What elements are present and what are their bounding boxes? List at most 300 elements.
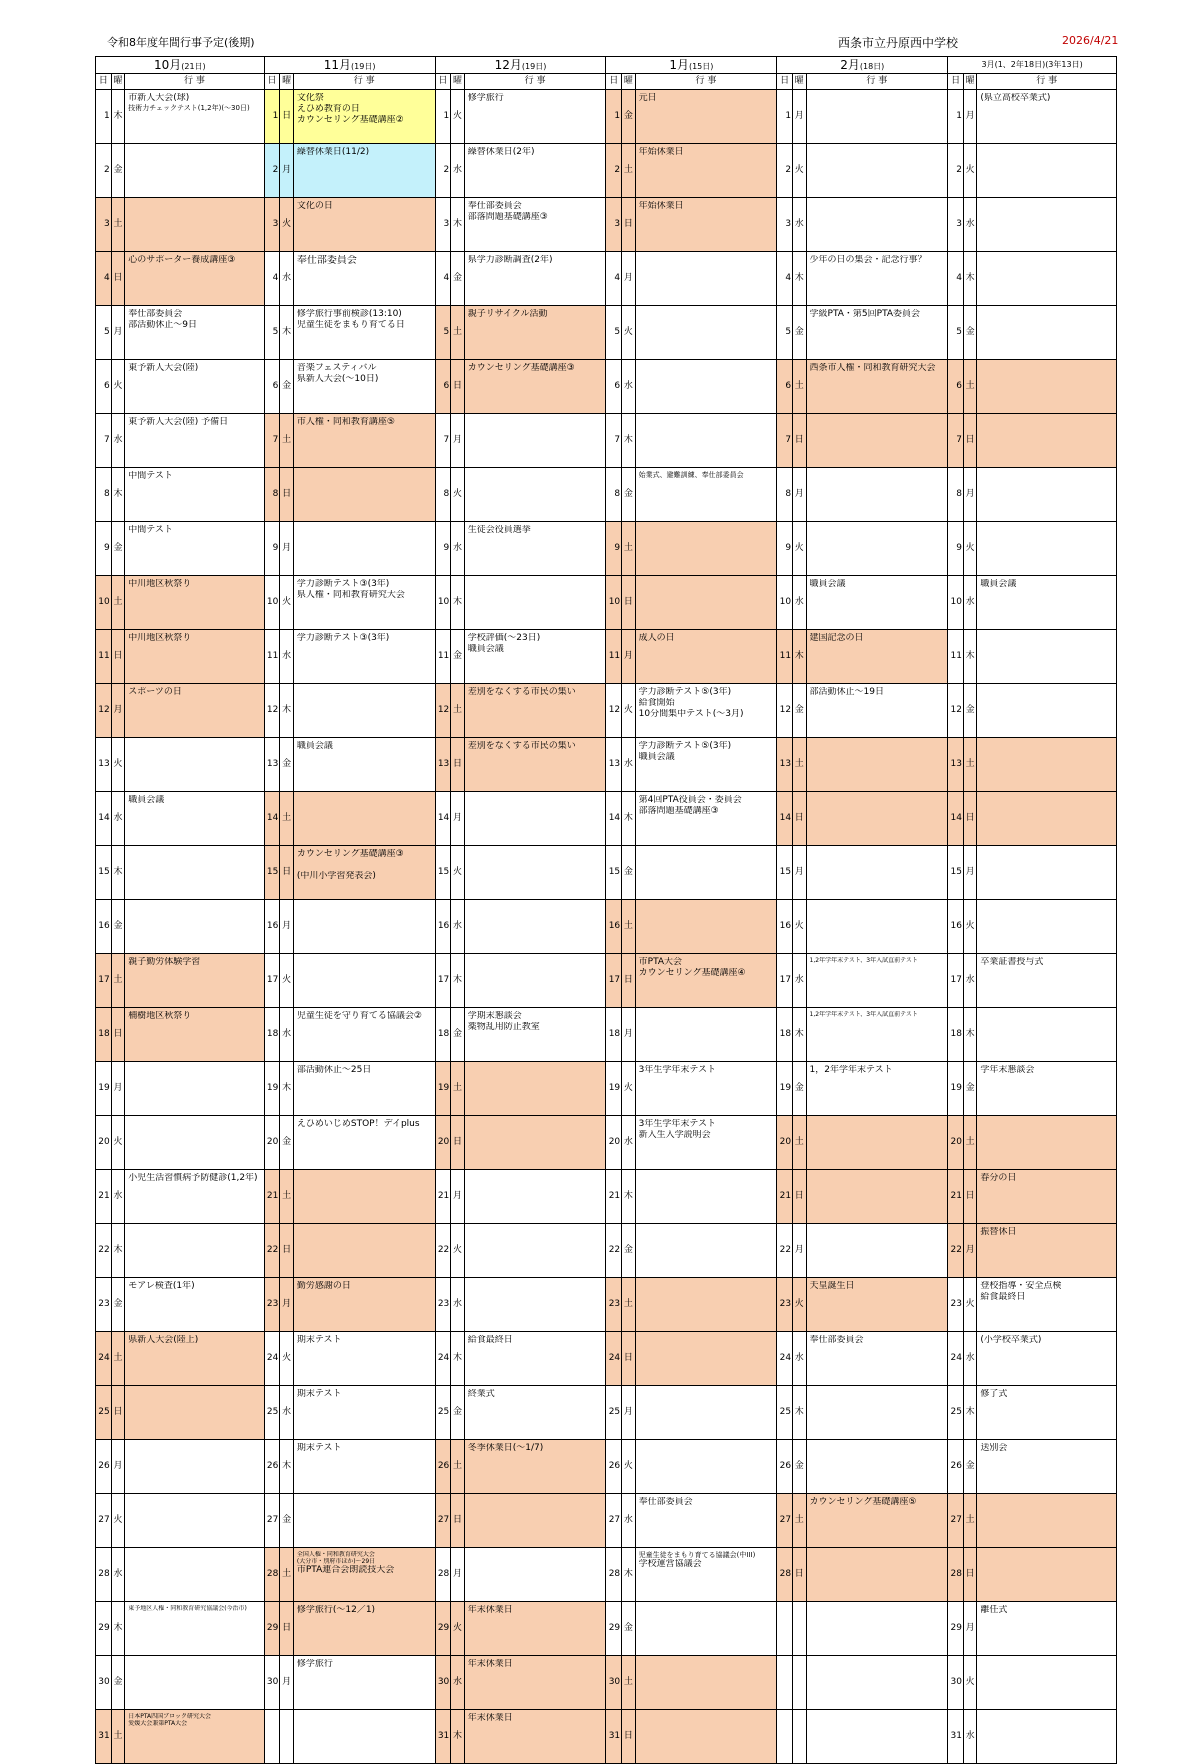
weekday: 火 [963,1656,976,1710]
day-number: 11 [435,630,451,684]
day-number: 14 [606,792,622,846]
month-header [96,57,265,74]
day-number: 20 [777,1116,793,1170]
event-cell [806,144,948,198]
weekday: 月 [622,630,635,684]
day-number: 14 [264,792,280,846]
event-cell [635,360,777,414]
day-number: 14 [435,792,451,846]
weekday: 金 [451,630,464,684]
event-cell [125,360,264,414]
weekday: 日 [111,630,124,684]
weekday: 土 [963,360,976,414]
day-number: 9 [435,522,451,576]
event-text: 中川地区秋祭り [128,633,192,643]
events-column-header: 行 事 [806,74,948,90]
event-text: 親子勤労体験学習 [128,957,201,967]
day-number: 1 [606,90,622,144]
event-text: 1，2年学年末テスト [809,1065,893,1075]
weekday: 日 [963,414,976,468]
event-cell [125,306,264,360]
weekday: 日 [280,90,293,144]
weekday: 土 [963,1116,976,1170]
event-text: 1,2年学年末テスト、3年入試直前テスト [809,1011,918,1018]
weekday-column-header: 曜 [793,74,806,90]
weekday: 火 [111,738,124,792]
event-text: スポーツの日 [128,687,182,697]
day-number: 31 [606,1710,622,1764]
event-text: 送別会 [980,1443,1008,1453]
day-number: 3 [96,198,112,252]
event-cell [464,360,606,414]
event-cell [293,1116,435,1170]
event-cell [293,144,435,198]
event-cell [635,954,777,1008]
event-cell [125,684,264,738]
weekday: 金 [451,1386,464,1440]
event-cell [806,738,948,792]
day-number [777,1710,793,1764]
weekday: 日 [451,1116,464,1170]
weekday: 土 [793,1494,806,1548]
weekday [280,1710,293,1764]
event-text: 第4回PTA役員会・委員会 [638,795,742,805]
weekday: 土 [793,738,806,792]
event-cell [464,1602,606,1656]
weekday: 金 [622,468,635,522]
weekday: 月 [622,1008,635,1062]
event-cell [635,1710,777,1764]
day-number: 16 [948,900,964,954]
day-number: 29 [435,1602,451,1656]
day-number: 31 [435,1710,451,1764]
day-number: 3 [435,198,451,252]
event-text: 学校運営協議会 [638,1559,702,1570]
weekday: 水 [111,414,124,468]
event-cell [977,900,1117,954]
day-number: 9 [606,522,622,576]
day-number: 8 [264,468,280,522]
weekday: 火 [963,522,976,576]
weekday: 木 [280,1062,293,1116]
event-cell [635,144,777,198]
weekday: 火 [622,1062,635,1116]
event-cell [125,1386,264,1440]
weekday: 水 [963,1710,976,1764]
day-number [777,1602,793,1656]
day-number: 30 [948,1656,964,1710]
event-cell [464,198,606,252]
weekday: 金 [793,684,806,738]
event-text: 中間テスト [128,525,173,535]
day-number: 27 [435,1494,451,1548]
day-number: 29 [948,1602,964,1656]
day-number: 9 [264,522,280,576]
day-number: 28 [435,1548,451,1602]
event-text: 部活動休止～19日 [809,687,884,697]
event-cell [977,1008,1117,1062]
event-cell [464,522,606,576]
event-cell [125,1224,264,1278]
event-cell [125,1656,264,1710]
event-text: 建国記念の日 [809,633,864,643]
event-cell [293,360,435,414]
day-number: 9 [96,522,112,576]
day-number: 10 [96,576,112,630]
event-cell [293,1278,435,1332]
weekday: 水 [793,954,806,1008]
day-number: 7 [264,414,280,468]
day-number: 26 [777,1440,793,1494]
event-text: 離任式 [980,1605,1008,1615]
event-cell [464,90,606,144]
weekday: 木 [111,846,124,900]
day-number: 6 [948,360,964,414]
event-cell [464,306,606,360]
day-number: 16 [777,900,793,954]
day-row [96,1062,1117,1116]
weekday: 木 [111,468,124,522]
event-cell [806,1440,948,1494]
event-cell [464,1278,606,1332]
weekday: 土 [622,522,635,576]
event-cell [464,846,606,900]
day-row [96,90,1117,144]
day-row [96,846,1117,900]
event-cell [635,1062,777,1116]
weekday: 土 [451,1440,464,1494]
event-cell [293,306,435,360]
event-text: 給食最終日 [980,1291,1026,1302]
event-text: カウンセリング基礎講座③ [296,849,404,859]
day-number: 13 [435,738,451,792]
day-number: 4 [96,252,112,306]
event-text: 部活動休止～9日 [128,319,197,330]
day-column-header: 日 [777,74,793,90]
event-text: 終業式 [467,1389,495,1399]
day-number: 10 [948,576,964,630]
event-text: 3年生学年末テスト [638,1065,717,1075]
event-text: 天皇誕生日 [809,1281,855,1291]
weekday: 木 [793,1386,806,1440]
day-number: 24 [435,1332,451,1386]
event-cell [293,1224,435,1278]
day-number [777,1656,793,1710]
weekday: 金 [111,900,124,954]
weekday: 金 [111,1278,124,1332]
weekday: 水 [451,144,464,198]
weekday: 水 [280,630,293,684]
day-number: 25 [606,1386,622,1440]
event-cell [977,1656,1117,1710]
weekday: 火 [963,1278,976,1332]
day-number: 3 [948,198,964,252]
day-number: 13 [96,738,112,792]
weekday-column-header: 曜 [622,74,635,90]
day-number: 16 [264,900,280,954]
event-text: 繰替休業日(11/2) [296,147,370,157]
event-cell [977,1278,1117,1332]
weekday: 日 [111,252,124,306]
weekday: 金 [793,1440,806,1494]
event-text: 奉仕部委員会 [128,309,183,319]
weekday: 火 [793,522,806,576]
weekday: 月 [111,1440,124,1494]
weekday: 木 [111,90,124,144]
day-number: 27 [606,1494,622,1548]
day-row [96,684,1117,738]
day-row [96,144,1117,198]
event-cell [464,144,606,198]
event-cell [806,1494,948,1548]
event-text: 給食最終日 [467,1335,513,1345]
day-row [96,1386,1117,1440]
weekday: 火 [451,468,464,522]
day-row [96,630,1117,684]
weekday: 土 [793,360,806,414]
day-number: 31 [96,1710,112,1764]
event-cell [125,954,264,1008]
month-school-days: (15日) [688,61,714,71]
weekday: 土 [622,1278,635,1332]
event-cell [464,630,606,684]
event-text: 奉仕部委員会 [296,255,357,266]
event-cell [635,252,777,306]
event-cell [464,1062,606,1116]
event-cell [125,576,264,630]
event-text: (中川小学習発表会) [296,870,376,881]
event-text: 県新人大会(陸上) [128,1335,199,1345]
weekday: 金 [793,306,806,360]
event-text: 差別をなくする市民の集い [467,741,576,751]
day-number: 18 [606,1008,622,1062]
weekday: 金 [280,360,293,414]
weekday: 日 [451,738,464,792]
weekday: 日 [793,1170,806,1224]
day-number: 18 [948,1008,964,1062]
event-cell [293,1710,435,1764]
event-text: 修学旅行 [467,93,504,103]
day-column-header: 日 [96,74,112,90]
weekday: 水 [793,576,806,630]
weekday: 日 [622,1710,635,1764]
day-number: 19 [435,1062,451,1116]
event-cell [125,144,264,198]
weekday: 土 [622,900,635,954]
day-number: 13 [777,738,793,792]
weekday: 土 [280,1548,293,1602]
day-number: 25 [435,1386,451,1440]
day-number: 30 [96,1656,112,1710]
day-number: 1 [777,90,793,144]
event-cell [293,792,435,846]
day-number: 3 [264,198,280,252]
event-cell [293,684,435,738]
event-cell [464,1224,606,1278]
event-text: 心のサポーター養成講座③ [128,255,236,265]
event-text: 市PTA大会 [638,957,683,967]
weekday [793,1602,806,1656]
event-text: 学級PTA・第5回PTA委員会 [809,309,921,319]
day-number: 31 [948,1710,964,1764]
day-number: 8 [948,468,964,522]
event-cell [635,414,777,468]
weekday-column-header: 曜 [963,74,976,90]
weekday: 土 [451,684,464,738]
weekday: 水 [451,522,464,576]
weekday: 水 [111,1548,124,1602]
month-header [435,57,606,74]
event-text: 児童生徒をまもり育てる日 [296,319,405,330]
event-cell [806,522,948,576]
weekday: 木 [451,954,464,1008]
event-cell [464,1548,606,1602]
event-text: 中間テスト [128,471,173,481]
event-cell [977,1062,1117,1116]
day-number: 23 [435,1278,451,1332]
event-cell [806,846,948,900]
weekday: 金 [622,90,635,144]
day-number: 7 [948,414,964,468]
event-cell [125,1710,264,1764]
day-number: 7 [435,414,451,468]
event-cell [806,1710,948,1764]
day-row [96,1116,1117,1170]
weekday: 日 [963,1548,976,1602]
weekday: 水 [622,1494,635,1548]
weekday: 金 [963,684,976,738]
event-cell [977,684,1117,738]
weekday: 日 [793,1548,806,1602]
event-cell [806,1116,948,1170]
day-number: 22 [264,1224,280,1278]
weekday: 金 [622,1602,635,1656]
day-number: 24 [96,1332,112,1386]
event-text: 東予新人大会(陸) 予備日 [128,417,229,427]
day-number: 28 [948,1548,964,1602]
event-text: 期末テスト [296,1389,342,1399]
event-text: 少年の日の集会・記念行事？ [809,255,927,265]
day-number: 6 [435,360,451,414]
day-number: 11 [96,630,112,684]
event-cell [125,1494,264,1548]
day-column-header: 日 [948,74,964,90]
day-number: 21 [264,1170,280,1224]
event-cell [635,1494,777,1548]
weekday: 金 [622,846,635,900]
day-number: 21 [96,1170,112,1224]
day-number: 27 [777,1494,793,1548]
weekday: 火 [622,1440,635,1494]
day-number: 24 [264,1332,280,1386]
weekday: 日 [622,954,635,1008]
day-number: 12 [948,684,964,738]
day-number: 12 [777,684,793,738]
event-cell [806,468,948,522]
event-text: 学年末懇談会 [980,1065,1035,1075]
event-text: 職員会議 [980,579,1017,589]
day-number: 4 [777,252,793,306]
weekday: 土 [111,1332,124,1386]
event-text: 部活動休止～25日 [296,1065,372,1075]
event-cell [293,1602,435,1656]
day-number: 13 [264,738,280,792]
day-number: 29 [96,1602,112,1656]
event-text: 薬物乱用防止教室 [467,1021,540,1032]
events-column-header: 行 事 [635,74,777,90]
event-cell [806,1062,948,1116]
event-text: 学校評価(～23日) [467,633,541,643]
event-text: 修学旅行(～12／1) [296,1605,376,1615]
day-number: 20 [264,1116,280,1170]
weekday: 水 [280,1008,293,1062]
event-cell [806,954,948,1008]
event-cell [806,684,948,738]
weekday: 木 [963,1008,976,1062]
event-text: 音楽フェスティバル [296,363,377,373]
day-number: 5 [606,306,622,360]
event-cell [125,1602,264,1656]
event-text: モアレ検査(1年) [128,1281,195,1291]
event-cell [635,1602,777,1656]
day-number: 19 [96,1062,112,1116]
day-row [96,792,1117,846]
weekday: 水 [963,576,976,630]
weekday: 火 [793,1278,806,1332]
day-row [96,522,1117,576]
event-cell [806,360,948,414]
month-school-days: (19日) [521,61,547,71]
event-cell [125,252,264,306]
event-text: 繰替休業日(2年) [467,147,535,157]
day-number: 6 [96,360,112,414]
day-number: 14 [948,792,964,846]
event-text: 登校指導・安全点検 [980,1281,1062,1291]
day-number: 23 [264,1278,280,1332]
weekday: 日 [111,1008,124,1062]
day-row [96,1170,1117,1224]
day-number: 17 [264,954,280,1008]
event-text: 卒業証書授与式 [980,957,1044,967]
event-cell [464,1008,606,1062]
event-cell [293,576,435,630]
weekday: 月 [963,846,976,900]
day-number: 14 [777,792,793,846]
event-text: 親子リサイクル活動 [467,309,548,319]
day-number: 28 [264,1548,280,1602]
weekday: 日 [280,1224,293,1278]
event-cell [464,576,606,630]
event-cell [464,1656,606,1710]
weekday: 火 [963,144,976,198]
event-text: 児童生徒を守り育てる協議会② [296,1011,422,1021]
event-text: 振替休日 [980,1227,1017,1237]
day-number: 24 [777,1332,793,1386]
event-cell [635,1440,777,1494]
weekday: 火 [111,1494,124,1548]
weekday: 水 [793,198,806,252]
events-column-header: 行 事 [293,74,435,90]
weekday: 金 [111,144,124,198]
event-cell [464,1386,606,1440]
day-number: 26 [948,1440,964,1494]
event-cell [635,1656,777,1710]
event-cell [806,252,948,306]
event-cell [293,1008,435,1062]
event-cell [635,1548,777,1602]
weekday: 金 [111,1656,124,1710]
day-number: 17 [606,954,622,1008]
